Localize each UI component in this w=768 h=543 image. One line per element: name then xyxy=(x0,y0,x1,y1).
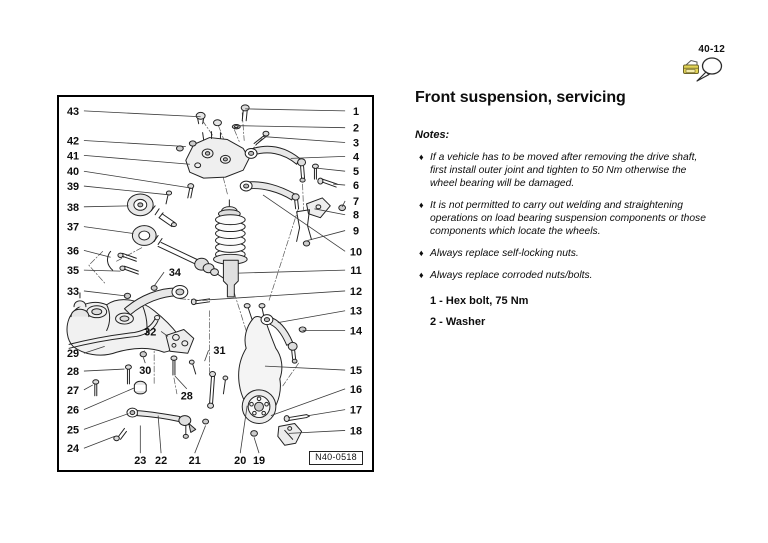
callout-number: 21 xyxy=(188,455,201,468)
callout-number: 17 xyxy=(349,404,363,417)
callout-leader-line xyxy=(84,186,170,195)
callout-leader-line xyxy=(205,350,209,361)
diamond-bullet-icon: ♦ xyxy=(419,152,424,162)
callout-number: 35 xyxy=(66,265,80,278)
callout-number: 10 xyxy=(349,246,363,259)
callout-number: 34 xyxy=(168,267,181,280)
callout-number: 28 xyxy=(66,366,80,379)
callout-leader-line xyxy=(263,137,345,143)
callout-number: 11 xyxy=(350,265,362,278)
note-text: It is not permitted to carry out welding and straightening operations on load bearing suspension components or those components which locate the wheels. xyxy=(430,200,706,237)
callout-leader-line xyxy=(238,270,345,273)
note-item xyxy=(419,199,715,238)
callout-leader-line xyxy=(84,227,133,234)
callout-number: 33 xyxy=(66,285,80,298)
hub-bracket xyxy=(278,415,310,446)
subframe xyxy=(67,293,179,355)
callout-number: 27 xyxy=(66,384,80,397)
lower-control-arm xyxy=(114,408,196,441)
callout-number: 7 xyxy=(352,195,360,208)
callout-number: 19 xyxy=(252,455,266,468)
callout-number: 23 xyxy=(134,455,147,468)
callout-number: 32 xyxy=(144,326,157,339)
callout-leader-line xyxy=(333,184,345,185)
callout-number: 8 xyxy=(352,209,360,222)
figure-code: N40-0518 xyxy=(309,451,363,465)
callout-number: 43 xyxy=(66,105,80,118)
callout-number: 36 xyxy=(66,245,80,258)
callout-number: 4 xyxy=(352,151,360,164)
callout-leader-line xyxy=(84,171,191,188)
callout-number: 30 xyxy=(139,365,152,378)
callout-leader-line xyxy=(84,270,121,271)
note-item xyxy=(419,247,715,260)
diamond-bullet-icon: ♦ xyxy=(419,270,424,280)
part-item: 1 - Hex bolt, 75 Nm xyxy=(430,295,529,307)
callout-number: 12 xyxy=(349,285,363,298)
callout-leader-line xyxy=(84,369,125,371)
callout-number: 31 xyxy=(213,345,226,358)
callout-number: 6 xyxy=(352,180,360,193)
exploded-view-art xyxy=(59,97,372,470)
callout-number: 20 xyxy=(234,455,247,468)
callout-leader-line xyxy=(175,376,187,389)
callout-number: 38 xyxy=(66,201,80,214)
callout-number: 1 xyxy=(352,105,360,118)
callout-leader-line xyxy=(84,385,93,390)
speech-bubble-icon[interactable] xyxy=(697,58,722,81)
callout-leader-line xyxy=(84,250,111,257)
upper-mount xyxy=(177,132,250,179)
notes-list xyxy=(415,151,715,282)
callout-leader-line xyxy=(154,272,164,286)
callout-number: 41 xyxy=(66,150,80,163)
callout-leader-line xyxy=(84,206,129,207)
cv-joint xyxy=(127,194,176,227)
content-column xyxy=(415,89,715,337)
note-item xyxy=(419,269,715,282)
callout-leader-line xyxy=(309,410,346,416)
callout-leader-line xyxy=(84,155,190,164)
callout-number: 40 xyxy=(66,166,80,179)
callout-leader-line xyxy=(84,436,115,448)
suspension-diagram xyxy=(57,95,374,472)
callout-leader-line xyxy=(84,111,201,117)
notes-label: Notes: xyxy=(415,129,450,141)
callout-number: 15 xyxy=(349,365,363,378)
note-item xyxy=(419,151,715,190)
printer-icon[interactable] xyxy=(684,61,699,74)
note-text: Always replace corroded nuts/bolts. xyxy=(430,270,593,281)
bushing-clamp xyxy=(134,381,146,394)
page-title: Front suspension, servicing xyxy=(415,89,626,106)
callout-number: 13 xyxy=(349,305,363,318)
callout-number: 16 xyxy=(349,383,363,396)
callout-number: 3 xyxy=(352,137,360,150)
callout-leader-line xyxy=(84,414,129,430)
page-number: 40-12 xyxy=(698,44,725,55)
callout-number: 5 xyxy=(352,166,360,179)
callout-number: 28 xyxy=(180,390,193,403)
callout-leader-line xyxy=(254,437,259,453)
callout-leader-line xyxy=(84,291,126,296)
callout-number: 37 xyxy=(66,221,80,234)
callout-number: 2 xyxy=(352,122,360,135)
callout-leader-line xyxy=(245,109,345,111)
note-text: If a vehicle has to be moved after removing the drive shaft, first install outer joint and tighten to 50 Nm otherwise the wheel bearing will be damaged. xyxy=(430,152,698,189)
diamond-bullet-icon: ♦ xyxy=(419,248,424,258)
callout-number: 9 xyxy=(352,225,360,238)
callout-leader-line xyxy=(84,388,134,410)
callout-leader-line xyxy=(278,311,345,323)
callout-leader-line xyxy=(238,126,345,128)
callout-leader-line xyxy=(308,231,346,241)
callout-number: 14 xyxy=(349,325,363,338)
callout-number: 39 xyxy=(66,181,80,194)
callout-number: 22 xyxy=(155,455,168,468)
part-item: 2 - Washer xyxy=(430,316,486,328)
coil-spring-strut xyxy=(214,200,248,297)
callout-leader-line xyxy=(84,141,186,147)
callout-leader-line xyxy=(143,357,145,363)
callout-number: 42 xyxy=(66,135,80,148)
callout-leader-line xyxy=(195,425,206,453)
callout-leader-line xyxy=(317,168,345,171)
callout-number: 24 xyxy=(66,443,80,456)
callout-number: 26 xyxy=(66,404,80,417)
upper-control-arm-rear xyxy=(245,146,305,182)
header-icons xyxy=(682,56,728,84)
diamond-bullet-icon: ♦ xyxy=(419,200,424,210)
callout-number: 18 xyxy=(349,425,363,438)
parts-list xyxy=(430,295,715,328)
callout-leader-line xyxy=(158,416,161,454)
note-text: Always replace self-locking nuts. xyxy=(430,248,579,259)
callout-number: 25 xyxy=(66,424,80,437)
callout-number: 29 xyxy=(66,348,80,361)
upper-control-arm-front xyxy=(240,181,299,209)
